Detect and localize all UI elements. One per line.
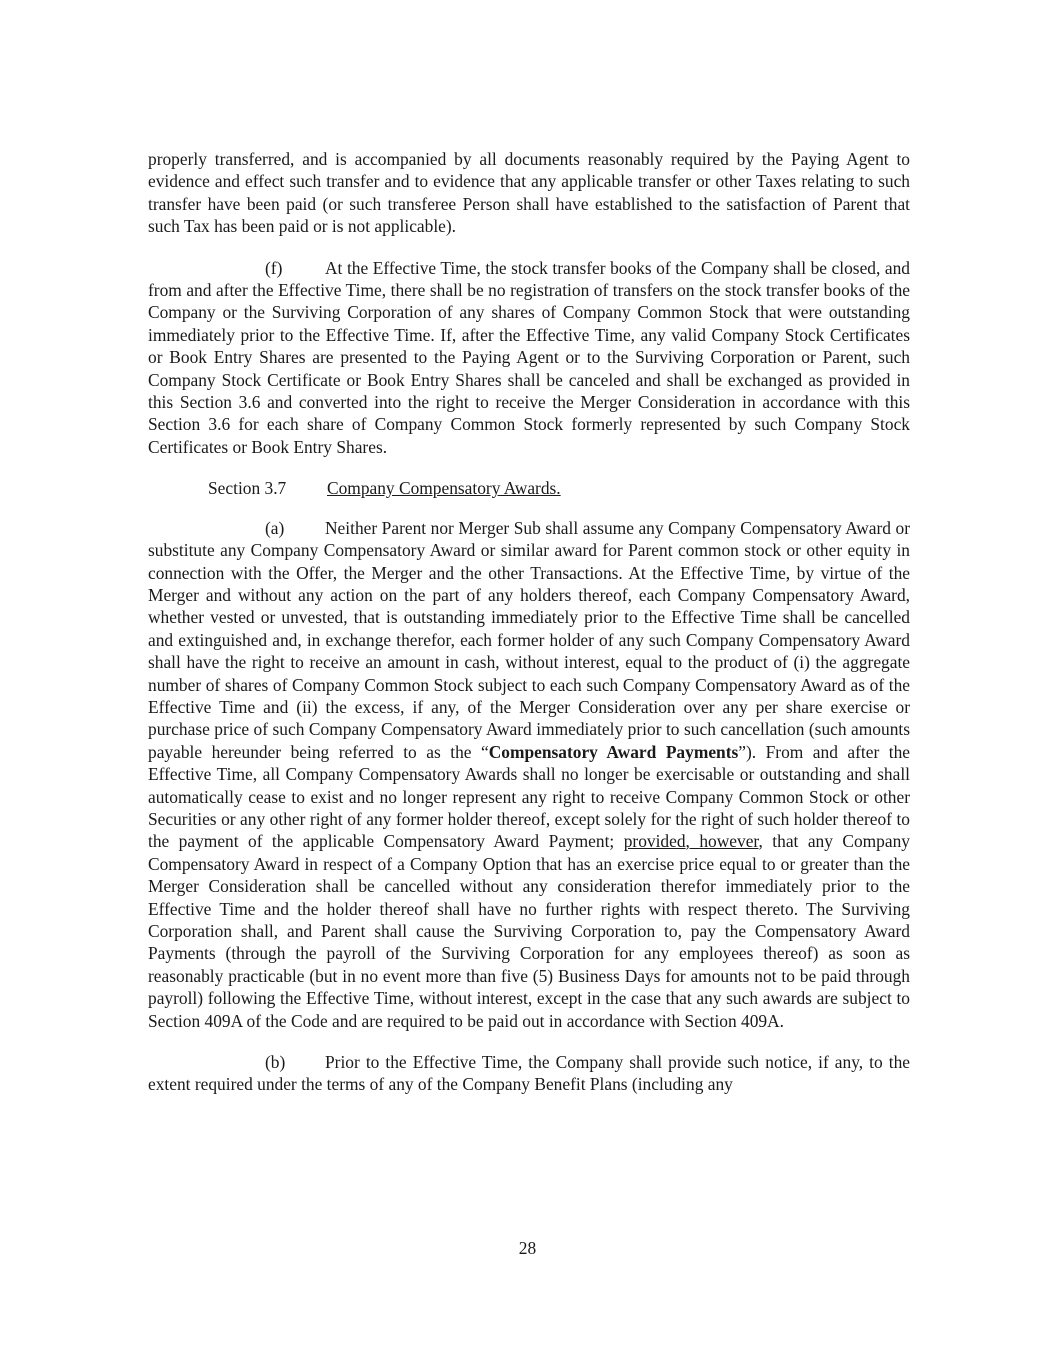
proviso-provided: provided	[623, 831, 686, 852]
proviso-however: however	[699, 831, 759, 852]
paragraph-f-marker: (f)	[265, 257, 283, 278]
paragraph-b-marker: (b)	[265, 1052, 286, 1073]
paragraph-f	[148, 257, 910, 459]
paragraph-a-marker: (a)	[265, 517, 285, 538]
paragraph-b	[148, 1051, 910, 1096]
document-page	[148, 148, 910, 1115]
paragraph-a-text-2: ”). From and after the Effective Time, all Company Compensatory Awards shall no longer be exercisable or outstanding and shall automatically cease to exist and no longer represent any right to receive Company Common Stock or other Securities or any other right of any former holder thereof, except solely for the right of such holder thereof to the payment of the applicable Compensatory Award Payment;	[148, 741, 910, 852]
paragraph-a	[148, 517, 910, 1032]
defined-term: Compensatory Award Payments	[488, 741, 739, 762]
section-3-7-heading	[208, 477, 910, 499]
proviso-separator: ,	[685, 831, 700, 852]
section-title: Company Compensatory Awards.	[327, 478, 561, 499]
section-number: Section 3.7	[208, 478, 287, 499]
paragraph-a-text-1: Neither Parent nor Merger Sub shall assume any Company Compensatory Award or substitute any Company Compensatory Award or similar award for Parent common stock or other equity in connection with the Offer, the Merger and the other Transactions. At the Effective Time, by virtue of the Merger and without any action on the part of any holders thereof, each Company Compensatory Award, whether vested or unvested, that is outstanding immediately prior to the Effective Time shall be cancelled and extinguished and, in exchange therefor, each former holder of any such Company Compensatory Award shall have the right to receive an amount in cash, without interest, equal to the product of (i) the aggregate number of shares of Company Common Stock subject to each such Company Compensatory Award as of the Effective Time and (ii) the excess, if any, of the Merger Consideration over any per share exercise or purchase price of such Company Compensatory Award immediately prior to such cancellation (such amounts payable hereunder being referred to as the “	[148, 517, 910, 762]
page-number: 28	[518, 1238, 537, 1258]
paragraph-a-text-3: , that any Company Compensatory Award in respect of a Company Option that has an exercise price equal to or greater than the Merger Consideration shall be cancelled without any consideration therefor immediately prior to the Effective Time and the holder thereof shall have no further rights with respect thereto. The Surviving Corporation shall, and Parent shall cause the Surviving Corporation to, pay the Compensatory Award Payments (through the payroll of the Surviving Corporation for any employees thereof) as soon as reasonably practicable (but in no event more than five (5) Business Days for amounts not to be paid through payroll) following the Effective Time, without interest, except in the case that any such awards are subject to Section 409A of the Code and are required to be paid out in accordance with Section 409A.	[148, 831, 910, 1031]
paragraph-b-text: Prior to the Effective Time, the Company shall provide such notice, if any, to the extent required under the terms of any of the Company Benefit Plans (including any	[148, 1052, 910, 1095]
paragraph-continuation: properly transferred, and is accompanied by all documents reasonably required by the Paying Agent to evidence and effect such transfer and to evidence that any applicable transfer or other Taxes relating to such transfer have been paid (or such transferee Person shall have established to the satisfaction of Parent that such Tax has been paid or is not applicable).	[148, 149, 910, 237]
paragraph-f-text: At the Effective Time, the stock transfer books of the Company shall be closed, and from and after the Effective Time, there shall be no registration of transfers on the stock transfer books of the Company or the Surviving Corporation of any shares of Company Common Stock that were outstanding immediately prior to the Effective Time. If, after the Effective Time, any valid Company Stock Certificates or Book Entry Shares are presented to the Paying Agent or to the Surviving Corporation or Parent, such Company Stock Certificate or Book Entry Shares shall be canceled and shall be exchanged as provided in this Section 3.6 and converted into the right to receive the Merger Consideration in accordance with this Section 3.6 for each share of Company Common Stock formerly represented by such Company Stock Certificates or Book Entry Shares.	[148, 257, 910, 457]
